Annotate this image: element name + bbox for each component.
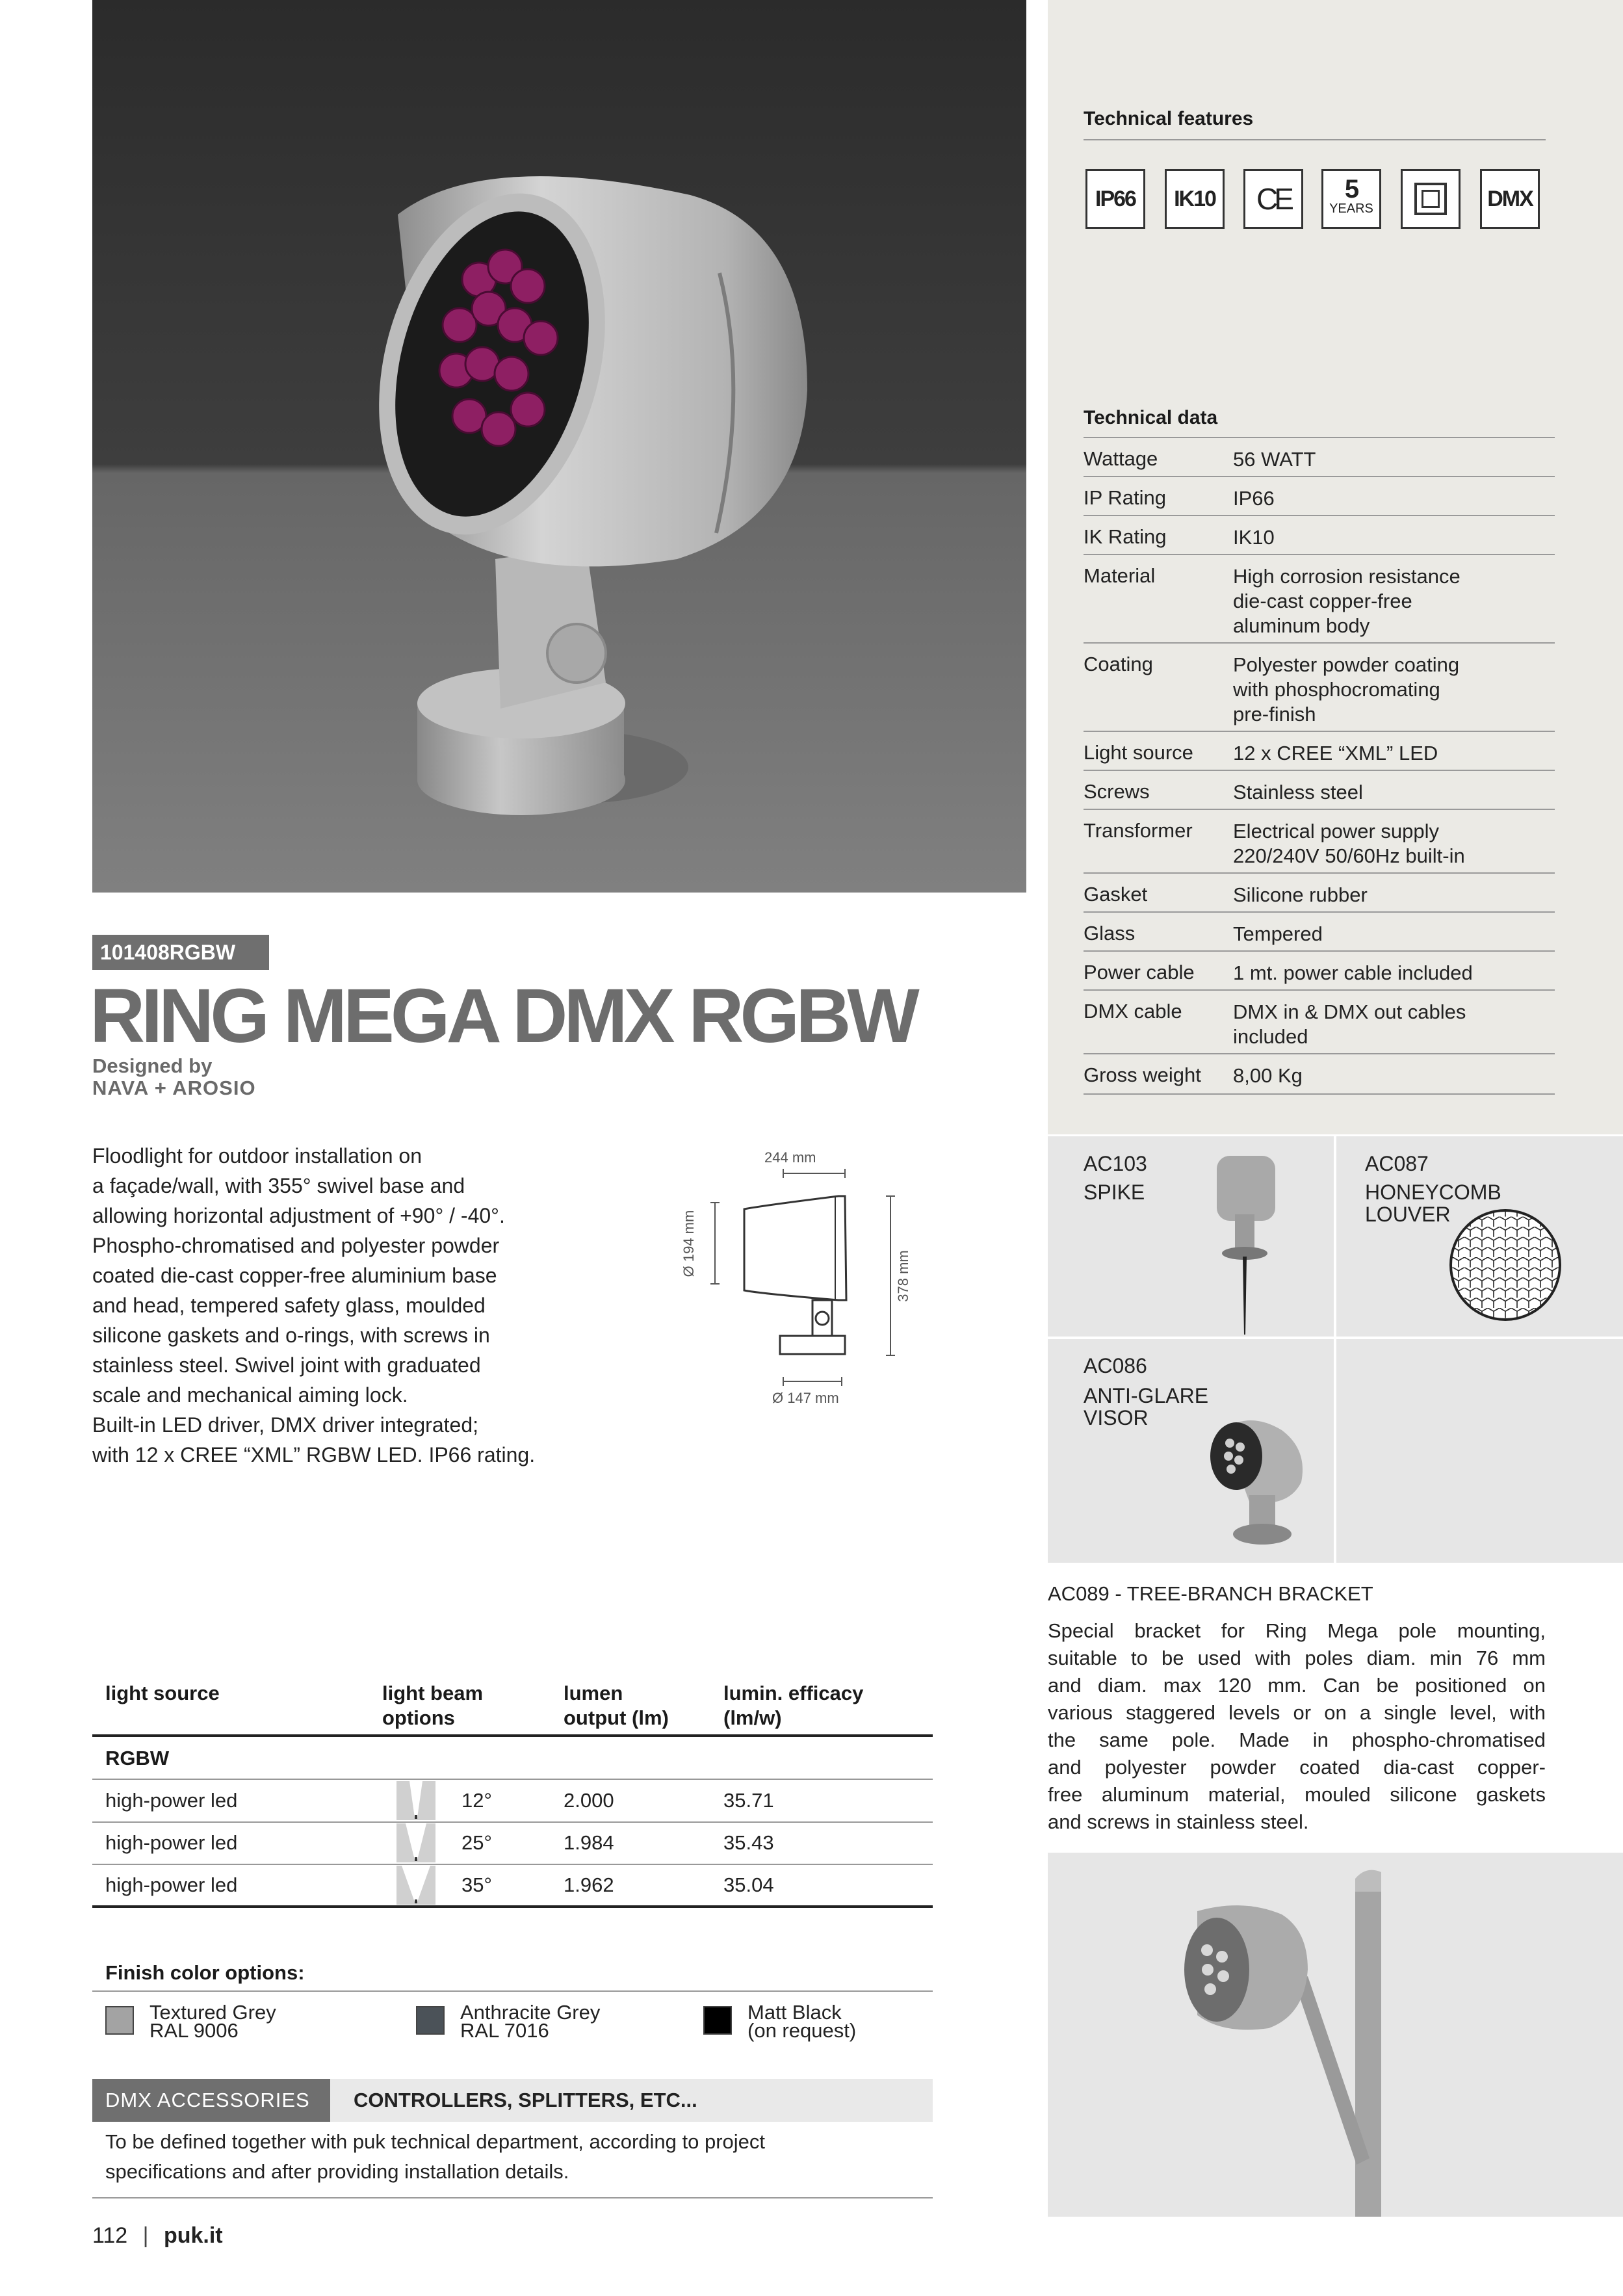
finish-swatch-textured-grey — [105, 2006, 134, 2035]
page-number: 112 — [92, 2223, 128, 2248]
product-name: RING MEGA DMX RGBW — [90, 973, 916, 1059]
technical-data-row: Screws Stainless steel — [1084, 771, 1555, 810]
divider — [92, 2197, 933, 2198]
accessory-card-ac086: AC086 ANTI-GLARE VISOR — [1048, 1339, 1334, 1563]
page-footer — [92, 2223, 223, 2249]
narrow-beam-icon — [396, 1781, 435, 1820]
technical-data-row: IP Rating IP66 — [1084, 477, 1555, 516]
column-header: light source — [105, 1682, 220, 1704]
finish-option-label: Textured Grey RAL 9006 — [149, 2001, 276, 2042]
technical-data-row: Glass Tempered — [1084, 913, 1555, 952]
ip66-badge-icon: IP66 — [1085, 169, 1145, 229]
designed-by-label: Designed by — [92, 1054, 213, 1077]
technical-data-row: DMX cable DMX in & DMX out cables included — [1084, 991, 1555, 1054]
dmx-accessories-text: To be defined together with puk technical department, according to project specifications and after providing installation details. — [105, 2130, 766, 2183]
finish-swatch-matt-black — [703, 2006, 732, 2035]
technical-data-row: Material High corrosion resistance die-cast copper-free aluminum body — [1084, 555, 1555, 644]
tree-branch-bracket-illustration — [1048, 1853, 1623, 2217]
class-two-insulation-icon — [1401, 169, 1461, 229]
designer-name: NAVA + AROSIO — [92, 1076, 256, 1099]
finish-title: Finish color options: — [105, 1961, 305, 1984]
column-header: lumin. efficacy (lm/w) — [723, 1682, 864, 1729]
table-rule — [92, 1779, 933, 1780]
table-rule — [92, 1864, 933, 1865]
dmx-badge-icon: DMX — [1480, 169, 1540, 229]
technical-data-row: Light source 12 x CREE “XML” LED — [1084, 732, 1555, 771]
finish-swatch-anthracite-grey — [416, 2006, 445, 2035]
anti-glare-visor-image — [1197, 1404, 1314, 1554]
product-photo — [92, 0, 1026, 893]
bracket-title: AC089 - TREE-BRANCH BRACKET — [1048, 1582, 1373, 1605]
width-dimension-label: 244 mm — [764, 1149, 816, 1166]
table-rule — [92, 1821, 933, 1823]
dmx-accessories-subtitle: CONTROLLERS, SPLITTERS, ETC... — [330, 2079, 933, 2122]
technical-data-row: Power cable 1 mt. power cable included — [1084, 952, 1555, 991]
tree-branch-bracket-image — [1048, 1853, 1623, 2217]
accessory-card-ac087: AC087 HONEYCOMB LOUVER — [1336, 1136, 1623, 1337]
technical-data-title: Technical data — [1084, 407, 1218, 428]
bracket-description: Special bracket for Ring Mega pole mounting, suitable to be used with poles diam. min 76 mm and diam. max 120 mm. Can be positioned on various staggered levels or on a single level, with the same pole. Made in phospho-chromatised and polyester powder coated dia-cast copper- free aluminum material, mouled silicone gaskets and screws in stainless steel. — [1048, 1619, 1546, 1833]
technical-data-row: Coating Polyester powder coating with phosphocromating pre-finish — [1084, 644, 1555, 732]
accessory-card-ac103: AC103 SPIKE — [1048, 1136, 1334, 1337]
finish-option-label: Matt Black (on request) — [747, 2001, 857, 2042]
footer-separator: | — [142, 2223, 149, 2248]
head-diameter-label: Ø 194 mm — [681, 1210, 697, 1277]
column-header: lumen output (lm) — [564, 1682, 669, 1729]
table-group-label: RGBW — [105, 1747, 170, 1769]
accessory-card-empty — [1336, 1339, 1623, 1563]
base-diameter-label: Ø 147 mm — [772, 1390, 839, 1406]
height-dimension-label: 378 mm — [895, 1250, 911, 1302]
dimension-drawing — [676, 1144, 936, 1417]
medium-beam-icon — [396, 1823, 435, 1862]
finish-option-label: Anthracite Grey RAL 7016 — [460, 2001, 601, 2042]
dmx-accessories-label: DMX ACCESSORIES — [92, 2079, 330, 2122]
technical-data-row: IK Rating IK10 — [1084, 516, 1555, 555]
wide-beam-icon — [396, 1866, 435, 1905]
floodlight-illustration — [92, 0, 1026, 893]
product-description: Floodlight for outdoor installation on a façade/wall, with 355° swivel base and allowing horizontal adjustment of +90° / -40°. Phospho-chromatised and polyester powder coated die-cast copper-free aluminium base and head, tempered safety glass, moulded silicone gaskets and o-rings, with screws in stainless steel. Swivel joint with graduated scale and mechanical aiming lock. Built-in LED driver, DMX driver integrated; with 12 x CREE “XML” RGBW LED. IP66 rating. — [92, 1144, 536, 1467]
spike-accessory-image — [1204, 1149, 1288, 1338]
divider — [1084, 139, 1546, 140]
table-rule — [92, 1734, 933, 1737]
technical-data-row: Gasket Silicone rubber — [1084, 874, 1555, 913]
divider — [92, 1990, 933, 1992]
site-link[interactable]: puk.it — [163, 2223, 223, 2248]
five-years-warranty-icon: 5 YEARS — [1321, 169, 1381, 229]
column-header: light beam options — [382, 1682, 484, 1729]
technical-features-title: Technical features — [1084, 108, 1254, 129]
ik10-badge-icon: IK10 — [1165, 169, 1225, 229]
product-code-badge: 101408RGBW — [92, 935, 269, 970]
technical-data-row: Gross weight 8,00 Kg — [1084, 1054, 1555, 1095]
ce-mark-icon: CE — [1243, 169, 1303, 229]
technical-data-row: Transformer Electrical power supply 220/240V 50/60Hz built-in — [1084, 810, 1555, 874]
honeycomb-louver-icon — [1447, 1207, 1564, 1324]
technical-data-row: Wattage 56 WATT — [1084, 438, 1555, 477]
table-rule — [92, 1905, 933, 1908]
